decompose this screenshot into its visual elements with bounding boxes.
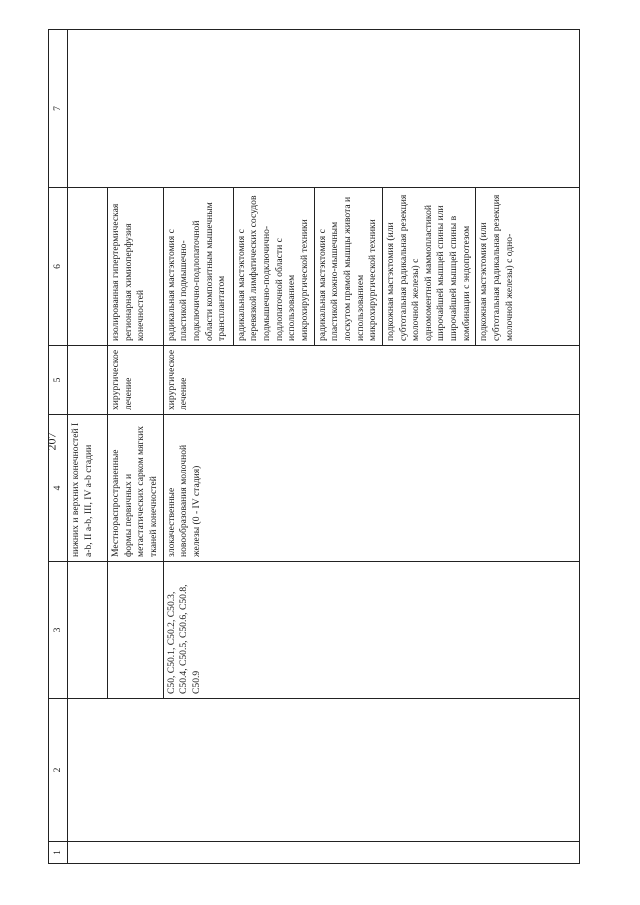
icd-cell <box>68 562 108 699</box>
header-col-3: 3 <box>49 562 68 699</box>
treatment-cell: хирургическое лечение <box>163 346 579 415</box>
icd-cell: C50, C50.1, C50.2, C50.3, C50.4, C50.5, C50.6, C50.8, C50.9 <box>163 562 579 699</box>
col-2-cell <box>68 699 580 842</box>
header-col-5: 5 <box>49 346 68 415</box>
table-row <box>68 30 108 864</box>
header-col-6: 6 <box>49 188 68 346</box>
icd-cell <box>108 562 164 699</box>
method-cell: подкожная мастэктомия (или субтотальная радикальная резекция молочной железы) с одно- <box>476 188 580 346</box>
col-7-cell <box>68 30 580 188</box>
method-cell: изолированная гипертермическая регионарная химиоперфузия конечностей <box>108 188 164 346</box>
header-col-4: 4 <box>49 415 68 562</box>
model-cell: нижних и верхних конечностей I a-b, II a-b, III, IV a-b стадии <box>68 415 108 562</box>
header-col-7: 7 <box>49 30 68 188</box>
page-number: 207 <box>44 432 59 451</box>
method-cell <box>68 188 108 346</box>
method-cell: подкожная мастэктомия (или субтотальная радикальная резекция молочной железы) с одномоментной маммопластикой широчайшей мышцей спины или широчайшей мышцей спины в комбинации с эндопротезом <box>382 188 476 346</box>
header-col-1: 1 <box>49 842 68 864</box>
method-cell: радикальная мастэктомия с перевязкой лимфатических сосудов подмышечно-подключично-подлопаточной области с использованием микрохирургической техники <box>233 188 314 346</box>
treatment-table <box>48 29 580 864</box>
model-cell: Местнораспространенные формы первичных и метастатических сарком мягких тканей конечностей <box>108 415 164 562</box>
method-cell: радикальная мастэктомия с пластикой кожно-мышечным лоскутом прямой мышцы живота и использованием микрохирургической техники <box>314 188 382 346</box>
col-1-cell <box>68 842 580 864</box>
document-table-rotated <box>48 30 580 864</box>
header-row <box>49 30 68 864</box>
method-cell: радикальная мастэктомия с пластикой подмышечно-подключично-подлопаточной области композитным мышечным трансплантатом <box>163 188 233 346</box>
treatment-cell <box>68 346 108 415</box>
model-cell: злокачественные новообразования молочной железы (0 - IV стадия) <box>163 415 579 562</box>
treatment-cell: хирургическое лечение <box>108 346 164 415</box>
header-col-2: 2 <box>49 699 68 842</box>
